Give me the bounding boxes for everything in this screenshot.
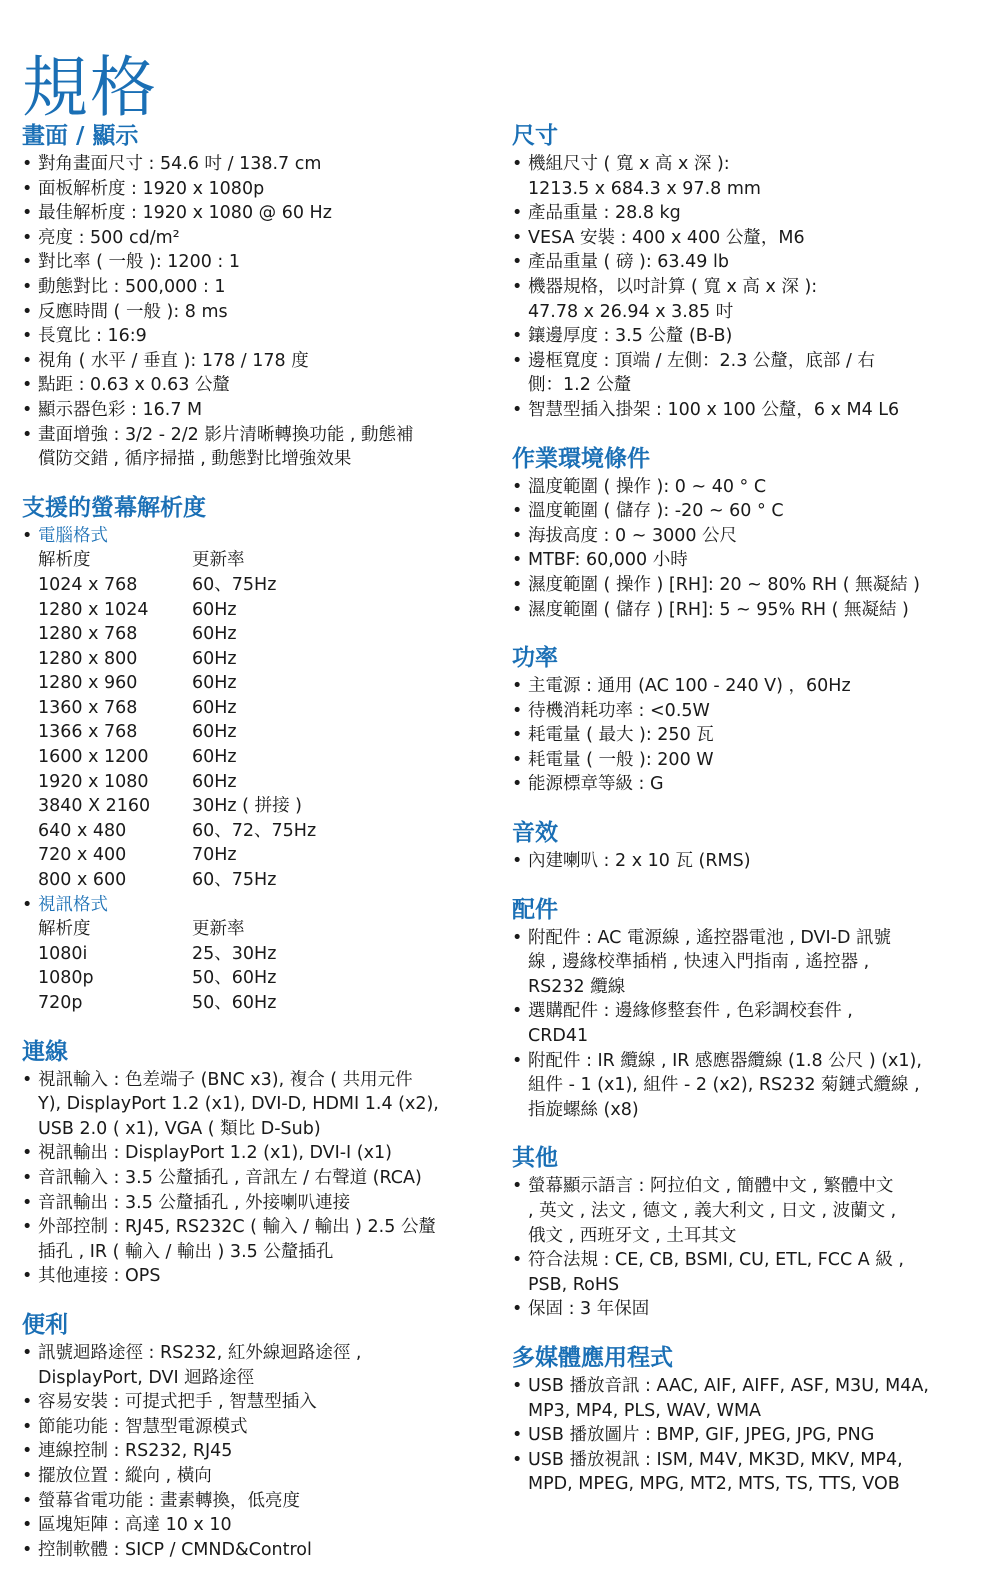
table-row <box>38 745 316 770</box>
resolution-cell: 1600 x 1200 <box>38 747 149 768</box>
table-row <box>38 991 276 1016</box>
resolution-cell: 1280 x 960 <box>38 673 138 694</box>
spec-item: • 附配件 : IR 纜線 , IR 感應器纜線 (1.8 公尺 ) (x1), 組件 - 1 (x1), 組件 - 2 (x2), RS232 菊鏈式纜線 , 指旋螺絲 (x8) <box>512 1049 982 1123</box>
section-title: 支援的螢幕解析度 <box>22 494 206 521</box>
spec-item: • 最佳解析度 : 1920 x 1080 @ 60 Hz <box>22 201 492 226</box>
refresh-rate-cell: 60Hz <box>192 722 237 743</box>
section-title: 多媒體應用程式 <box>512 1344 673 1371</box>
spec-item: • 符合法規 : CE, CB, BSMI, CU, ETL, FCC A 級 , PSB, RoHS <box>512 1248 982 1297</box>
spec-item: • 選購配件 : 邊緣修整套件 , 色彩調校套件 , CRD41 <box>512 999 982 1048</box>
spec-item: • 顯示器色彩 : 16.7 M <box>22 398 492 423</box>
resolution-cell: 1360 x 768 <box>38 697 138 718</box>
section-title: 音效 <box>512 820 558 847</box>
spec-item: • 耗電量 ( 最大 ): 250 瓦 <box>512 723 982 748</box>
section-sound <box>512 819 982 874</box>
spec-item: • 長寬比 : 16:9 <box>22 324 492 349</box>
spec-item: • USB 播放音訊 : AAC, AIF, AIFF, ASF, M3U, M4A, MP3, MP4, PLS, WAV, WMA <box>512 1374 982 1423</box>
section-operating <box>512 445 982 623</box>
table-header-row <box>38 917 276 942</box>
spec-item: • 視訊輸出 : DisplayPort 1.2 (x1), DVI-I (x1) <box>22 1141 492 1166</box>
spec-item: • 反應時間 ( 一般 ): 8 ms <box>22 300 492 325</box>
spec-item: • 產品重量 ( 磅 ): 63.49 lb <box>512 250 982 275</box>
table-row <box>38 622 316 647</box>
spec-list <box>512 475 982 623</box>
refresh-rate-cell: 50、60Hz <box>192 968 277 989</box>
spec-item: • 能源標章等級 : G <box>512 772 982 797</box>
spec-item: • 產品重量 : 28.8 kg <box>512 201 982 226</box>
table-row <box>38 942 276 967</box>
spec-item: • 區塊矩陣 : 高達 10 x 10 <box>22 1513 492 1538</box>
resolution-cell: 1080p <box>38 968 94 989</box>
left-column <box>22 122 492 1584</box>
resolution-cell: 1366 x 768 <box>38 722 138 743</box>
table-row <box>38 647 316 672</box>
resolution-cell: 1080i <box>38 943 88 964</box>
table-row <box>38 868 316 893</box>
spec-item: • 點距 : 0.63 x 0.63 公釐 <box>22 373 492 398</box>
section-multimedia <box>512 1344 982 1497</box>
spec-item: • 視訊輸入 : 色差端子 (BNC x3), 複合 ( 共用元件 Y), DisplayPort 1.2 (x1), DVI-D, HDMI 1.4 (x2), USB 2.0 ( x1), VGA ( 類比 D-Sub) <box>22 1068 492 1142</box>
section-misc <box>512 1144 982 1322</box>
spec-item: • 邊框寬度 : 頂端 / 左側：2.3 公釐，底部 / 右 側：1.2 公釐 <box>512 349 982 398</box>
spec-list <box>512 152 982 423</box>
spec-item: • 保固 : 3 年保固 <box>512 1297 982 1322</box>
spec-list <box>512 1374 982 1497</box>
section-picture <box>22 122 492 472</box>
spec-list <box>22 152 492 472</box>
table-row <box>38 573 316 598</box>
section-title: 畫面 / 顯示 <box>22 123 139 149</box>
resolution-cell: 1280 x 800 <box>38 648 138 669</box>
spec-item: • 螢幕顯示語言 : 阿拉伯文 , 簡體中文 , 繁體中文 , 英文 , 法文 , 德文 , 義大利文 , 日文 , 波蘭文 , 俄文 , 西班牙文 , 土耳其文 <box>512 1174 982 1248</box>
spec-item: • 溫度範圍 ( 儲存 ): -20 ~ 60 ° C <box>512 499 982 524</box>
spec-item: • 主電源 : 通用 (AC 100 - 240 V) ，60Hz <box>512 674 982 699</box>
section-accessories <box>512 896 982 1123</box>
right-column <box>512 122 982 1519</box>
spec-list <box>512 849 982 874</box>
spec-item: • 耗電量 ( 一般 ): 200 W <box>512 748 982 773</box>
section-power <box>512 644 982 797</box>
resolution-cell: 720 x 400 <box>38 845 127 866</box>
refresh-rate-cell: 60Hz <box>192 747 237 768</box>
refresh-rate-cell: 60、72、75Hz <box>192 820 317 841</box>
spec-item: • 鑲邊厚度 : 3.5 公釐 (B-B) <box>512 324 982 349</box>
section-title: 功率 <box>512 645 558 672</box>
spec-list <box>22 1068 492 1289</box>
refresh-rate-cell: 更新率 <box>192 550 245 571</box>
spec-item: • 視角 ( 水平 / 垂直 ): 178 / 178 度 <box>22 349 492 374</box>
spec-item: • 音訊輸入 : 3.5 公釐插孔 , 音訊左 / 右聲道 (RCA) <box>22 1166 492 1191</box>
resolution-cell: 解析度 <box>38 550 91 571</box>
spec-item: • 溫度範圍 ( 操作 ): 0 ~ 40 ° C <box>512 475 982 500</box>
table-row <box>38 794 316 819</box>
spec-item: • 海拔高度 : 0 ~ 3000 公尺 <box>512 524 982 549</box>
section-resolution <box>22 494 492 1016</box>
spec-item: • 亮度 : 500 cd/m² <box>22 226 492 251</box>
resolution-cell: 1280 x 1024 <box>38 599 149 620</box>
section-connectivity <box>22 1038 492 1289</box>
spec-item: • 螢幕省電功能 : 畫素轉換，低亮度 <box>22 1489 492 1514</box>
section-convenience <box>22 1311 492 1562</box>
section-title: 作業環境條件 <box>512 445 650 472</box>
refresh-rate-cell: 30Hz ( 拼接 ) <box>192 796 302 817</box>
refresh-rate-cell: 60Hz <box>192 648 237 669</box>
spec-item: • 對角畫面尺寸 : 54.6 吋 / 138.7 cm <box>22 152 492 177</box>
spec-item: • 智慧型插入掛架 : 100 x 100 公釐，6 x M4 L6 <box>512 398 982 423</box>
spec-item: • 節能功能 : 智慧型電源模式 <box>22 1415 492 1440</box>
spec-item: • 控制軟體 : SICP / CMND&Control <box>22 1538 492 1563</box>
spec-item: • 連線控制 : RS232, RJ45 <box>22 1439 492 1464</box>
spec-list <box>512 926 982 1123</box>
refresh-rate-cell: 60Hz <box>192 673 237 694</box>
spec-item: • MTBF: 60,000 小時 <box>512 548 982 573</box>
video-format-label: • 視訊格式 <box>22 893 492 918</box>
section-title: 連線 <box>22 1038 68 1065</box>
refresh-rate-cell: 60Hz <box>192 599 237 620</box>
page-title: 規格 <box>22 49 158 127</box>
spec-item: • 面板解析度 : 1920 x 1080p <box>22 177 492 202</box>
table-row <box>38 598 316 623</box>
resolution-cell: 640 x 480 <box>38 820 127 841</box>
table-header-row <box>38 548 316 573</box>
spec-item: • 外部控制 : RJ45, RS232C ( 輸入 / 輸出 ) 2.5 公釐 插孔 , IR ( 輸入 / 輸出 ) 3.5 公釐插孔 <box>22 1215 492 1264</box>
spec-list <box>22 1341 492 1562</box>
resolution-cell: 1024 x 768 <box>38 574 138 595</box>
section-title: 便利 <box>22 1311 68 1338</box>
spec-item: • 機組尺寸 ( 寬 x 高 x 深 ): 1213.5 x 684.3 x 97.8 mm <box>512 152 982 201</box>
spec-item: • 容易安裝 : 可提式把手 , 智慧型插入 <box>22 1390 492 1415</box>
table-row <box>38 696 316 721</box>
spec-item: • 畫面增強 : 3/2 - 2/2 影片清晰轉換功能 , 動態補 償防交錯 , 循序掃描 , 動態對比增強效果 <box>22 423 492 472</box>
spec-list <box>512 1174 982 1322</box>
resolution-cell: 800 x 600 <box>38 870 127 891</box>
refresh-rate-cell: 60Hz <box>192 697 237 718</box>
spec-item: • 對比率 ( 一般 ): 1200 : 1 <box>22 250 492 275</box>
pc-resolution-table <box>38 548 316 892</box>
resolution-cell: 1920 x 1080 <box>38 771 149 792</box>
refresh-rate-cell: 60、75Hz <box>192 574 277 595</box>
refresh-rate-cell: 更新率 <box>192 919 245 940</box>
spec-item: • USB 播放視訊 : ISM, M4V, MK3D, MKV, MP4, MPD, MPEG, MPG, MT2, MTS, TS, TTS, VOB <box>512 1448 982 1497</box>
resolution-cell: 3840 X 2160 <box>38 796 151 817</box>
spec-item: • 附配件 : AC 電源線 , 遙控器電池 , DVI-D 訊號 線 , 邊緣校準插梢 , 快速入門指南 , 遙控器 , RS232 纜線 <box>512 926 982 1000</box>
spec-list <box>512 674 982 797</box>
refresh-rate-cell: 60Hz <box>192 624 237 645</box>
spec-item: • 機器規格，以吋計算 ( 寬 x 高 x 深 ): 47.78 x 26.94 x 3.85 吋 <box>512 275 982 324</box>
spec-item: • VESA 安裝 : 400 x 400 公釐，M6 <box>512 226 982 251</box>
section-title: 其他 <box>512 1145 558 1172</box>
spec-item: • 動態對比 : 500,000 : 1 <box>22 275 492 300</box>
refresh-rate-cell: 50、60Hz <box>192 993 277 1013</box>
table-row <box>38 966 276 991</box>
spec-item: • 待機消耗功率 : <0.5W <box>512 699 982 724</box>
resolution-cell: 720p <box>38 993 83 1013</box>
table-row <box>38 671 316 696</box>
table-row <box>38 720 316 745</box>
refresh-rate-cell: 60、75Hz <box>192 870 277 891</box>
pc-format-label: • 電腦格式 <box>22 524 492 549</box>
spec-item: • 其他連接 : OPS <box>22 1264 492 1289</box>
spec-item: • 濕度範圍 ( 儲存 ) [RH]: 5 ~ 95% RH ( 無凝結 ) <box>512 598 982 623</box>
refresh-rate-cell: 70Hz <box>192 845 237 866</box>
video-resolution-table <box>38 917 276 1015</box>
spec-item: • 擺放位置 : 縱向 , 橫向 <box>22 1464 492 1489</box>
spec-item: • USB 播放圖片 : BMP, GIF, JPEG, JPG, PNG <box>512 1423 982 1448</box>
resolution-cell: 解析度 <box>38 919 91 940</box>
section-title: 配件 <box>512 896 558 923</box>
section-dimensions <box>512 122 982 423</box>
spec-item: • 訊號迴路途徑 : RS232, 紅外線迴路途徑 , DisplayPort, DVI 迴路途徑 <box>22 1341 492 1390</box>
table-row <box>38 770 316 795</box>
spec-item: • 濕度範圍 ( 操作 ) [RH]: 20 ~ 80% RH ( 無凝結 ) <box>512 573 982 598</box>
table-row <box>38 819 316 844</box>
refresh-rate-cell: 25、30Hz <box>192 943 277 964</box>
section-title: 尺寸 <box>512 123 558 149</box>
resolution-cell: 1280 x 768 <box>38 624 138 645</box>
spec-item: • 內建喇叭 : 2 x 10 瓦 (RMS) <box>512 849 982 874</box>
spec-item: • 音訊輸出 : 3.5 公釐插孔 , 外接喇叭連接 <box>22 1191 492 1216</box>
table-row <box>38 843 316 868</box>
refresh-rate-cell: 60Hz <box>192 771 237 792</box>
